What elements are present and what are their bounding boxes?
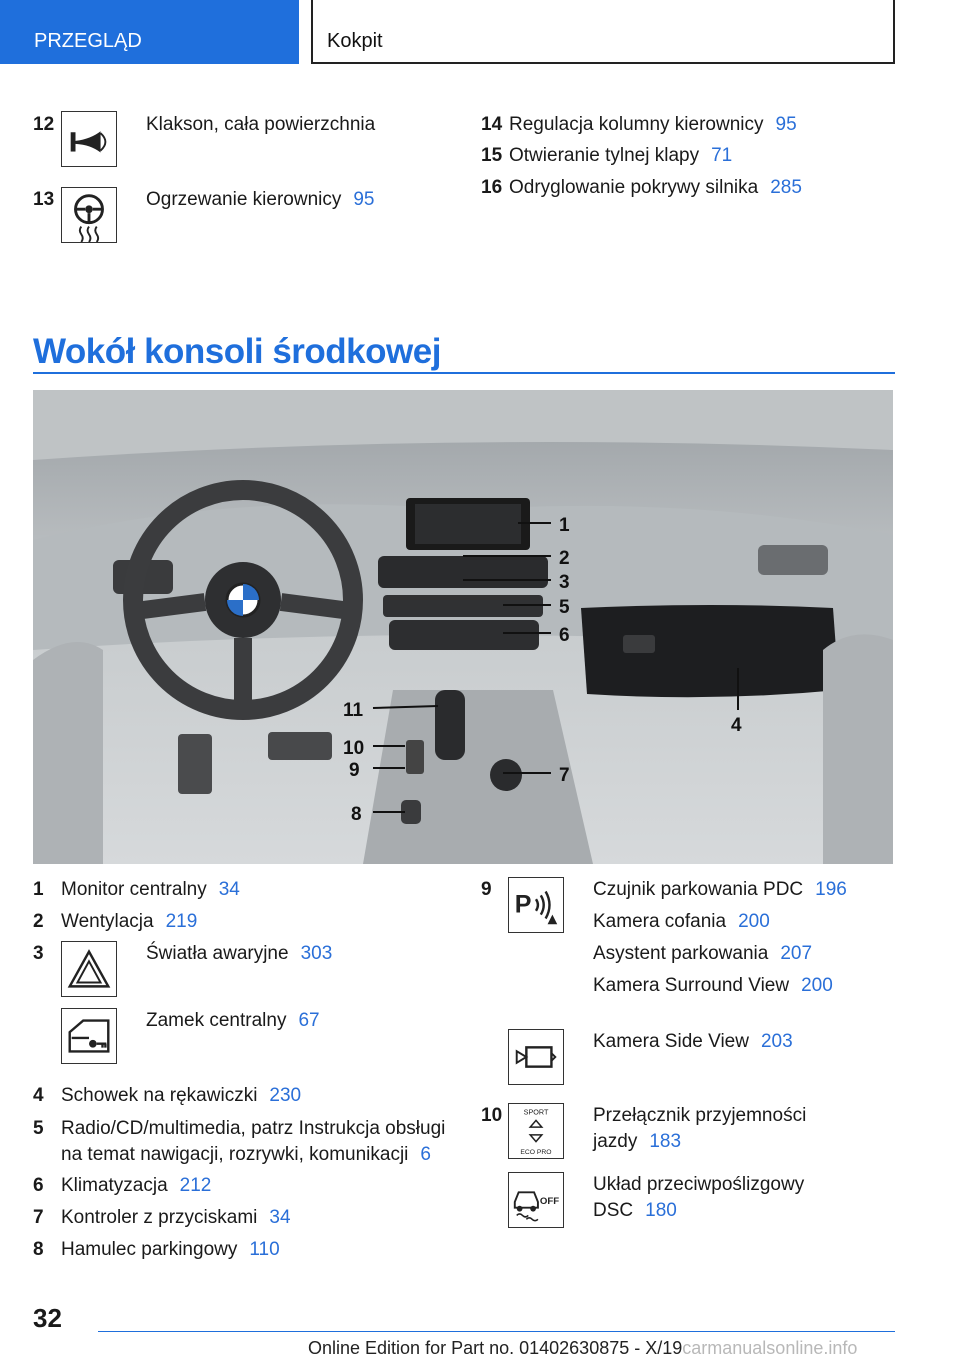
item-number: 9 (481, 879, 492, 900)
item-label: Czujnik parkowania PDC (593, 879, 804, 900)
item-label: Klakson, cała powierzchnia (146, 114, 376, 135)
item-line (593, 1029, 793, 1055)
callout-label: 6 (559, 625, 570, 646)
item-line (146, 1008, 320, 1034)
item-number: 6 (33, 1175, 44, 1196)
callout-label: 3 (559, 572, 570, 593)
item-label: Zamek centralny (146, 1010, 287, 1031)
page-link[interactable]: 219 (165, 911, 198, 932)
item-label: Wentylacja (61, 911, 154, 932)
hazard-warning-icon (61, 941, 117, 997)
callout-label: 5 (559, 597, 570, 618)
item-line (61, 1205, 291, 1231)
item-label: Układ przeciwpoślizgowy (593, 1174, 805, 1195)
watermark-text: carmanualsonline.info (682, 1338, 858, 1358)
page-link[interactable]: 6 (420, 1144, 431, 1165)
edition-text: Online Edition for Part no. 01402630875 - X/19 (308, 1338, 683, 1358)
driving-mode-icon (508, 1103, 564, 1159)
section-tab-label: PRZEGLĄD (34, 30, 142, 52)
item-line (593, 973, 833, 999)
icon-text: OFF (539, 1195, 560, 1207)
callout-label: 4 (731, 715, 742, 736)
item-number: 14 (481, 114, 503, 135)
page-link[interactable]: 203 (760, 1031, 793, 1052)
item-line (61, 909, 197, 935)
item-label: Kamera Surround View (593, 975, 790, 996)
item-line (146, 941, 332, 967)
page-link[interactable]: 212 (179, 1175, 212, 1196)
callout-label: 8 (351, 804, 362, 825)
page-link[interactable]: 303 (300, 943, 333, 964)
item-label: na temat nawigacji, rozrywki, komunikacji (61, 1144, 409, 1165)
park-assist-icon (508, 877, 564, 933)
item-line (593, 909, 770, 935)
chapter-tab[interactable] (311, 0, 895, 64)
item-number: 4 (33, 1085, 44, 1106)
page-link[interactable]: 230 (269, 1085, 302, 1106)
page-number: 32 (33, 1303, 62, 1333)
item-line (509, 112, 797, 138)
item-line (593, 877, 847, 903)
item-number: 10 (481, 1105, 503, 1126)
item-line (61, 1142, 431, 1168)
svg-text:P: P (514, 890, 532, 919)
footer-divider (98, 1331, 895, 1332)
item-line (61, 877, 240, 903)
page-link[interactable]: 183 (649, 1131, 682, 1152)
item-label: Monitor centralny (61, 879, 207, 900)
item-label: Radio/CD/multimedia, patrz Instrukcja obsługi (61, 1118, 446, 1139)
item-label: jazdy (593, 1131, 638, 1152)
item-label: Asystent parkowania (593, 943, 769, 964)
item-label: Kamera cofania (593, 911, 727, 932)
page-link[interactable]: 180 (645, 1200, 677, 1221)
item-line (61, 1173, 211, 1199)
icon-text: SPORT (523, 1107, 549, 1117)
footer-edition (308, 1338, 857, 1359)
item-label: Hamulec parkingowy (61, 1239, 238, 1260)
callout-label: 7 (559, 765, 570, 786)
central-lock-icon (61, 1008, 117, 1064)
horn-icon (61, 111, 117, 167)
item-number: 12 (33, 114, 55, 135)
item-line (593, 1198, 677, 1224)
callout-label: 11 (343, 700, 364, 721)
item-number: 16 (481, 177, 503, 198)
item-label: Klimatyzacja (61, 1175, 168, 1196)
side-camera-icon (508, 1029, 564, 1085)
callout-label: 10 (343, 738, 365, 759)
page-link[interactable]: 67 (298, 1010, 320, 1031)
item-number: 13 (33, 189, 55, 210)
callout-label: 1 (559, 515, 570, 536)
item-number: 2 (33, 911, 44, 932)
item-label: Schowek na rękawiczki (61, 1085, 258, 1106)
callout-label: 2 (559, 548, 570, 569)
page-link[interactable]: 71 (711, 145, 733, 166)
callout-label: 9 (349, 760, 360, 781)
item-label: DSC (593, 1200, 634, 1221)
chapter-tab-label: Kokpit (327, 30, 383, 52)
item-number: 15 (481, 145, 503, 166)
section-title: Wokół konsoli środkowej (33, 332, 441, 371)
icon-text: ECO PRO (520, 1149, 552, 1157)
cockpit-illustration (33, 390, 893, 864)
item-number: 8 (33, 1239, 44, 1260)
item-label: Światła awaryjne (146, 943, 289, 964)
item-label: Ogrzewanie kierownicy (146, 189, 342, 210)
page-link[interactable]: 207 (780, 943, 813, 964)
item-line (593, 941, 812, 967)
item-line (61, 1237, 280, 1263)
section-divider (33, 372, 895, 374)
item-line (593, 1129, 681, 1155)
item-number: 1 (33, 879, 44, 900)
item-number: 5 (33, 1118, 44, 1139)
page-link[interactable]: 34 (269, 1207, 291, 1228)
page-link[interactable]: 34 (218, 879, 240, 900)
item-label: Odryglowanie pokrywy silnika (509, 177, 759, 198)
page-link[interactable]: 196 (815, 879, 847, 900)
page-link[interactable]: 95 (775, 114, 797, 135)
dsc-off-icon (508, 1172, 564, 1228)
item-label: Kamera Side View (593, 1031, 749, 1052)
page-link[interactable]: 95 (353, 189, 375, 210)
section-tab[interactable] (0, 0, 299, 64)
item-line (61, 1083, 301, 1109)
item-label: Przełącznik przyjemności (593, 1105, 807, 1126)
item-number: 7 (33, 1207, 44, 1228)
page-link[interactable]: 285 (770, 177, 802, 198)
page-link[interactable]: 110 (249, 1239, 280, 1260)
item-label: Kontroler z przyciskami (61, 1207, 258, 1228)
item-line (509, 143, 732, 169)
item-label: Regulacja kolumny kierownicy (509, 114, 764, 135)
item-label: Otwieranie tylnej klapy (509, 145, 700, 166)
item-number: 3 (33, 943, 44, 964)
page-link[interactable]: 200 (738, 911, 770, 932)
page-link[interactable]: 200 (801, 975, 833, 996)
steering-heat-icon (61, 187, 117, 243)
item-line (509, 175, 802, 201)
item-line (146, 187, 375, 213)
